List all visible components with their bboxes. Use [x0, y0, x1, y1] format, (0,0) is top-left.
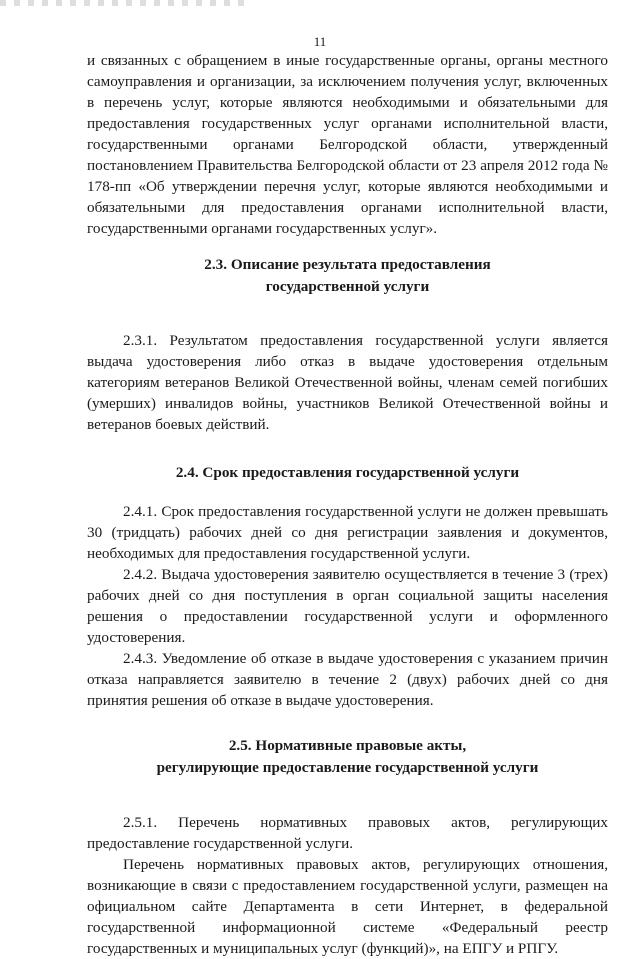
paragraph-2-4-2: 2.4.2. Выдача удостоверения заявителю осуществляется в течение 3 (трех) рабочих дней со дня поступления в орган социальной защиты населения решения о предоставлении государственной услуги и оформленного удостоверения. — [87, 566, 608, 646]
section-2-3-heading — [87, 254, 608, 298]
scan-artifact — [0, 0, 250, 6]
paragraph-2-3-1: 2.3.1. Результатом предоставления государственной услуги является выдача удостоверения либо отказ в выдаче удостоверения отдельным категориям ветеранов Великой Отечественной войны, членам семей погибших (умерших) инвалидов войны, участников Великой Отечественной войны и ветеранов боевых действий. — [87, 332, 608, 433]
document-body — [87, 50, 608, 959]
section-2-5-heading — [87, 735, 608, 779]
paragraph-2-5-list: Перечень нормативных правовых актов, регулирующих отношения, возникающие в связи с предоставлением государственной услуги, размещен на официальном сайте Департамента в сети Интернет, в федеральной государственной информационной системе «Федеральный реестр государственных и муниципальных услуг (функций)», на ЕПГУ и РПГУ. — [87, 856, 608, 957]
paragraph-2-4-1: 2.4.1. Срок предоставления государственной услуги не должен превышать 30 (тридцать) рабочих дней со дня регистрации заявления и документов, необходимых для предоставления государственной услуги. — [87, 503, 608, 562]
section-2-3-heading-line1: 2.3. Описание результата предоставления — [204, 256, 491, 273]
paragraph-2-5-1: 2.5.1. Перечень нормативных правовых актов, регулирующих предоставление государственной услуги. — [87, 814, 608, 852]
section-2-5-heading-line1: 2.5. Нормативные правовые акты, — [228, 737, 467, 754]
page-number: 11 — [313, 34, 327, 49]
section-2-3-heading-line2: государственной услуги — [265, 278, 430, 295]
section-2-5-heading-line2: регулирующие предоставление государственной услуги — [156, 759, 539, 776]
section-2-4-heading: 2.4. Срок предоставления государственной услуги — [175, 464, 520, 481]
intro-paragraph: и связанных с обращением в иные государственные органы, органы местного самоуправления и организации, за исключением получения услуг, включенных в перечень услуг, которые являются необходимыми и обязательными для предоставления государственных услуг органами исполнительной власти, государственными органами Белгородской области, утвержденный постановлением Правительства Белгородской области от 23 апреля 2012 года № 178-пп «Об утверждении перечня услуг, которые являются необходимыми и обязательными для предоставления органами исполнительной власти, государственными органами государственных услуг». — [87, 52, 608, 237]
paragraph-2-4-3: 2.4.3. Уведомление об отказе в выдаче удостоверения с указанием причин отказа направляется заявителю в течение 2 (двух) рабочих дней со дня принятия решения об отказе в выдаче удостоверения. — [87, 650, 608, 709]
